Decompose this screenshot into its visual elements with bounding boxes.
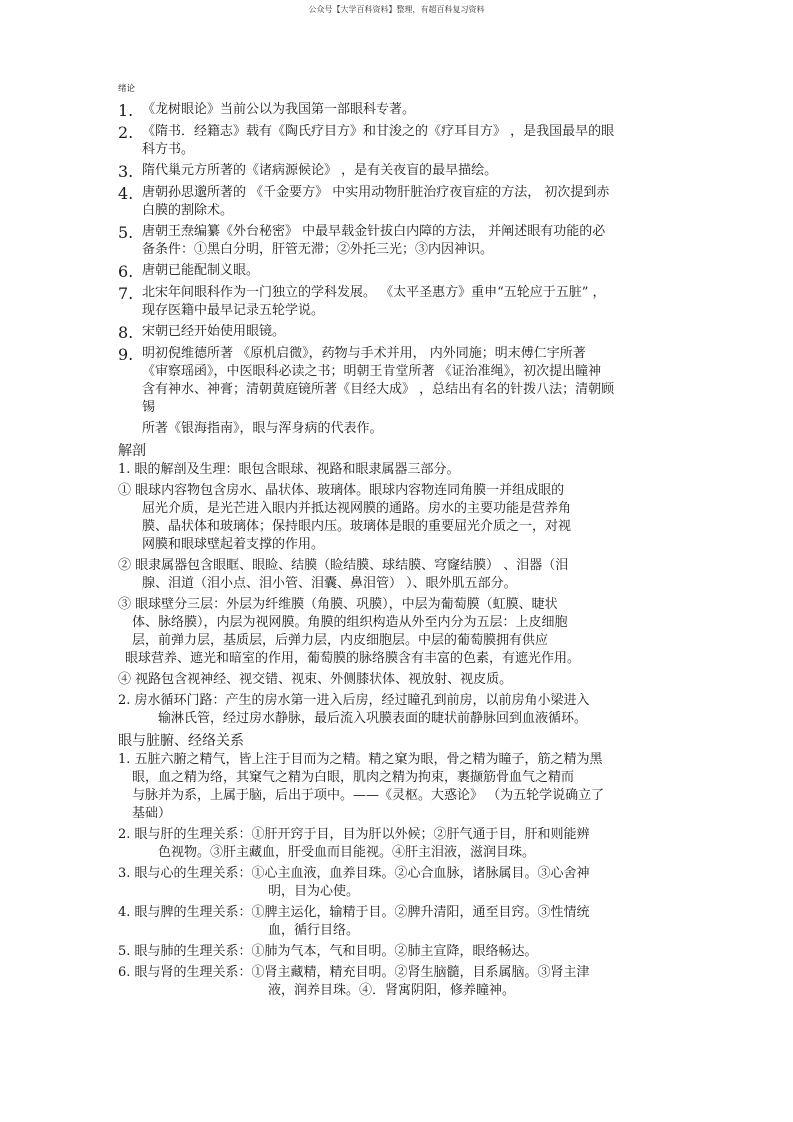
list-item — [118, 904, 690, 940]
subitem — [118, 482, 690, 554]
list-item — [118, 323, 690, 342]
item-number: 3. — [118, 162, 134, 181]
subitem — [118, 596, 690, 668]
item-number: 6. — [118, 262, 134, 281]
list-item — [118, 826, 690, 862]
item-line: 2. 眼与肝的生理关系：①肝开窍于目，目为肝以外候；②肝气通于目，肝和则能辨 — [118, 827, 590, 842]
item-line: ② 眼隶属器包含眼眶、眼睑、结膜（睑结膜、球结膜、穹窿结膜） 、泪器（泪 — [118, 558, 569, 573]
item-line: 6. 眼与肾的生理关系：①肾主藏精，精充目明。②肾生脑髓，目系属脑。③肾主津 — [118, 965, 590, 980]
item-line: 屈光介质，是光芒进入眼内并抵达视网膜的通路。房水的主要功能是营养角 — [142, 501, 572, 516]
item-line: 科方书。 — [142, 142, 195, 157]
item-number: 4. — [118, 184, 134, 203]
list-item — [118, 865, 690, 901]
item-line: 液，润养目珠。④．肾寓阴阳，修养瞳神。 — [268, 983, 516, 998]
list-item — [118, 184, 690, 220]
paragraph: 1. 眼的解剖及生理：眼包含眼球、视路和眼隶属器三部分。 — [118, 462, 460, 477]
item-line: 锡 — [142, 400, 156, 415]
organs-section — [118, 731, 690, 1000]
item-line: 网膜和眼球壁起着支撑的作用。 — [142, 537, 325, 552]
item-line: 5. 眼与肺的生理关系：①肺为气本，气和目明。②肺主宣降，眼络畅达。 — [118, 944, 538, 959]
history-tail: 所著《银海指南》，眼与浑身病的代表作。 — [142, 421, 383, 436]
list-item — [118, 162, 690, 181]
item-line: 明，目为心使。 — [268, 884, 360, 899]
item-line: 宋朝已经开始使用眼镜。 — [142, 324, 286, 339]
item-line: 色视物。③肝主藏血，肝受血而目能视。④肝主泪液，滋润目珠。 — [158, 845, 536, 860]
section-title: 解剖 — [118, 443, 146, 459]
item-line: ① 眼球内容物包含房水、晶状体、玻璃体。眼球内容物连同角膜一并组成眼的 — [118, 483, 565, 498]
list-item — [118, 262, 690, 281]
intro-heading: 绪论 — [118, 84, 136, 94]
document-body — [118, 82, 690, 1003]
item-line: 唐朝王焘编纂《外台秘密》 中最早载金针拔白内障的方法， 并阐述眼有功能的必 — [142, 224, 606, 239]
item-line: 3. 眼与心的生理关系：①心主血液，血养目珠。②心合血脉，诸脉属目。③心舍神 — [118, 866, 590, 881]
item-line: 膜、晶状体和玻璃体；保持眼内压。玻璃体是眼的重要屈光介质之一，对视 — [142, 519, 572, 534]
item-line: 眼，血之精为络，其窠气之精为白眼，肌肉之精为拘束，裹撷筋骨血气之精而 — [132, 770, 575, 785]
item-line: 《龙树眼论》当前公以为我国第一部眼科专著。 — [142, 102, 416, 117]
item-line: 明初倪维德所著 《原机启微》，药物与手术并用， 内外同施；明末傅仁宇所著 — [142, 346, 586, 361]
item-line: 基础） — [132, 806, 172, 821]
item-number: 1. — [118, 101, 134, 120]
list-item — [118, 943, 690, 961]
list-item — [118, 751, 690, 823]
item-number: 2. — [118, 123, 134, 142]
item-line: 《审察瑶函》，中医眼科必读之书；明朝王肯堂所著 《证治准绳》，初次提出瞳神 — [142, 364, 602, 379]
item-line: 北宋年间眼科作为一门独立的学科发展。 《太平圣惠方》重申“五轮应于五脏” ， — [142, 285, 606, 300]
item-number: 5. — [118, 223, 134, 242]
item-line: 眼球营养、遮光和暗室的作用，葡萄膜的脉络膜含有丰富的色素，有遮光作用。 — [125, 651, 581, 666]
item-line: 层，前弹力层，基质层，后弹力层，内皮细胞层。中层的葡萄膜拥有供应 — [132, 633, 549, 648]
item-line: 2. 房水循环门路：产生的房水第一进入后房，经过瞳孔到前房，以前房角小梁进入 — [118, 693, 590, 708]
item-line: 《隋书．经籍志》载有《陶氏疗目方》和甘浚之的《疗耳目方》 ，是我国最早的眼 — [142, 124, 615, 139]
item-number: 9. — [118, 345, 134, 364]
item-line: 体、脉络膜），内层为视网膜。角膜的组织构造从外至内分为五层：上皮细胞 — [132, 615, 568, 630]
paragraph — [118, 692, 690, 728]
item-line: 输淋氏管，经过房水静脉，最后流入巩膜表面的睫状前静脉回到血液循环。 — [158, 711, 588, 726]
item-line: 隋代巢元方所著的《诸病源候论》 ，是有关夜盲的最早描绘。 — [142, 163, 498, 178]
list-item — [118, 345, 690, 417]
item-line: 唐朝孙思邈所著的 《千金要方》 中实用动物肝脏治疗夜盲症的方法， 初次提到赤 — [142, 185, 610, 200]
section-title: 眼与脏腑、经络关系 — [118, 733, 244, 749]
page-header: 公众号【大学百科资料】整理，有超百科复习资料 — [308, 5, 485, 14]
item-line: 1. 五脏六腑之精气，皆上注于目而为之精。精之窠为眼，骨之精为瞳子，筋之精为黑 — [118, 752, 603, 767]
item-number: 8. — [118, 323, 134, 342]
item-line: 血，循行目络。 — [268, 923, 360, 938]
subitem — [118, 557, 690, 593]
item-line: 白膜的割除术。 — [142, 203, 234, 218]
item-line: 腺、泪道（泪小点、泪小管、泪囊、鼻泪管） ）、眼外肌五部分。 — [142, 576, 517, 591]
list-item — [118, 101, 690, 120]
item-number: 7. — [118, 284, 134, 303]
item-line: 与脉并为系，上属于脑，后出于项中。——《灵枢。大惑论》 （为五轮学说确立了 — [132, 788, 605, 803]
item-line: 含有神水、神膏；清朝黄庭镜所著《目经大成》 ，总结出有名的针拨八法；清朝顾 — [142, 382, 615, 397]
item-line: 备条件：①黑白分明，肝管无滞；②外托三光；③内因神识。 — [142, 242, 494, 257]
item-line: ③ 眼球壁分三层：外层为纤维膜（角膜、巩膜），中层为葡萄膜（虹膜、睫状 — [118, 597, 558, 612]
item-line: 唐朝已能配制义眼。 — [142, 263, 260, 278]
list-item — [118, 964, 690, 1000]
subitem: ④ 视路包含视神经、视交错、视束、外侧膝状体、视放射、视皮质。 — [118, 672, 513, 687]
anatomy-section — [118, 441, 690, 728]
history-list — [118, 101, 690, 438]
list-item — [118, 123, 690, 159]
list-item — [118, 223, 690, 259]
item-line: 现存医籍中最早记录五轮学说。 — [142, 303, 325, 318]
list-item — [118, 284, 690, 320]
item-line: 4. 眼与脾的生理关系：①脾主运化，输精于目。②脾升清阳，通至目窍。③性情统 — [118, 905, 590, 920]
